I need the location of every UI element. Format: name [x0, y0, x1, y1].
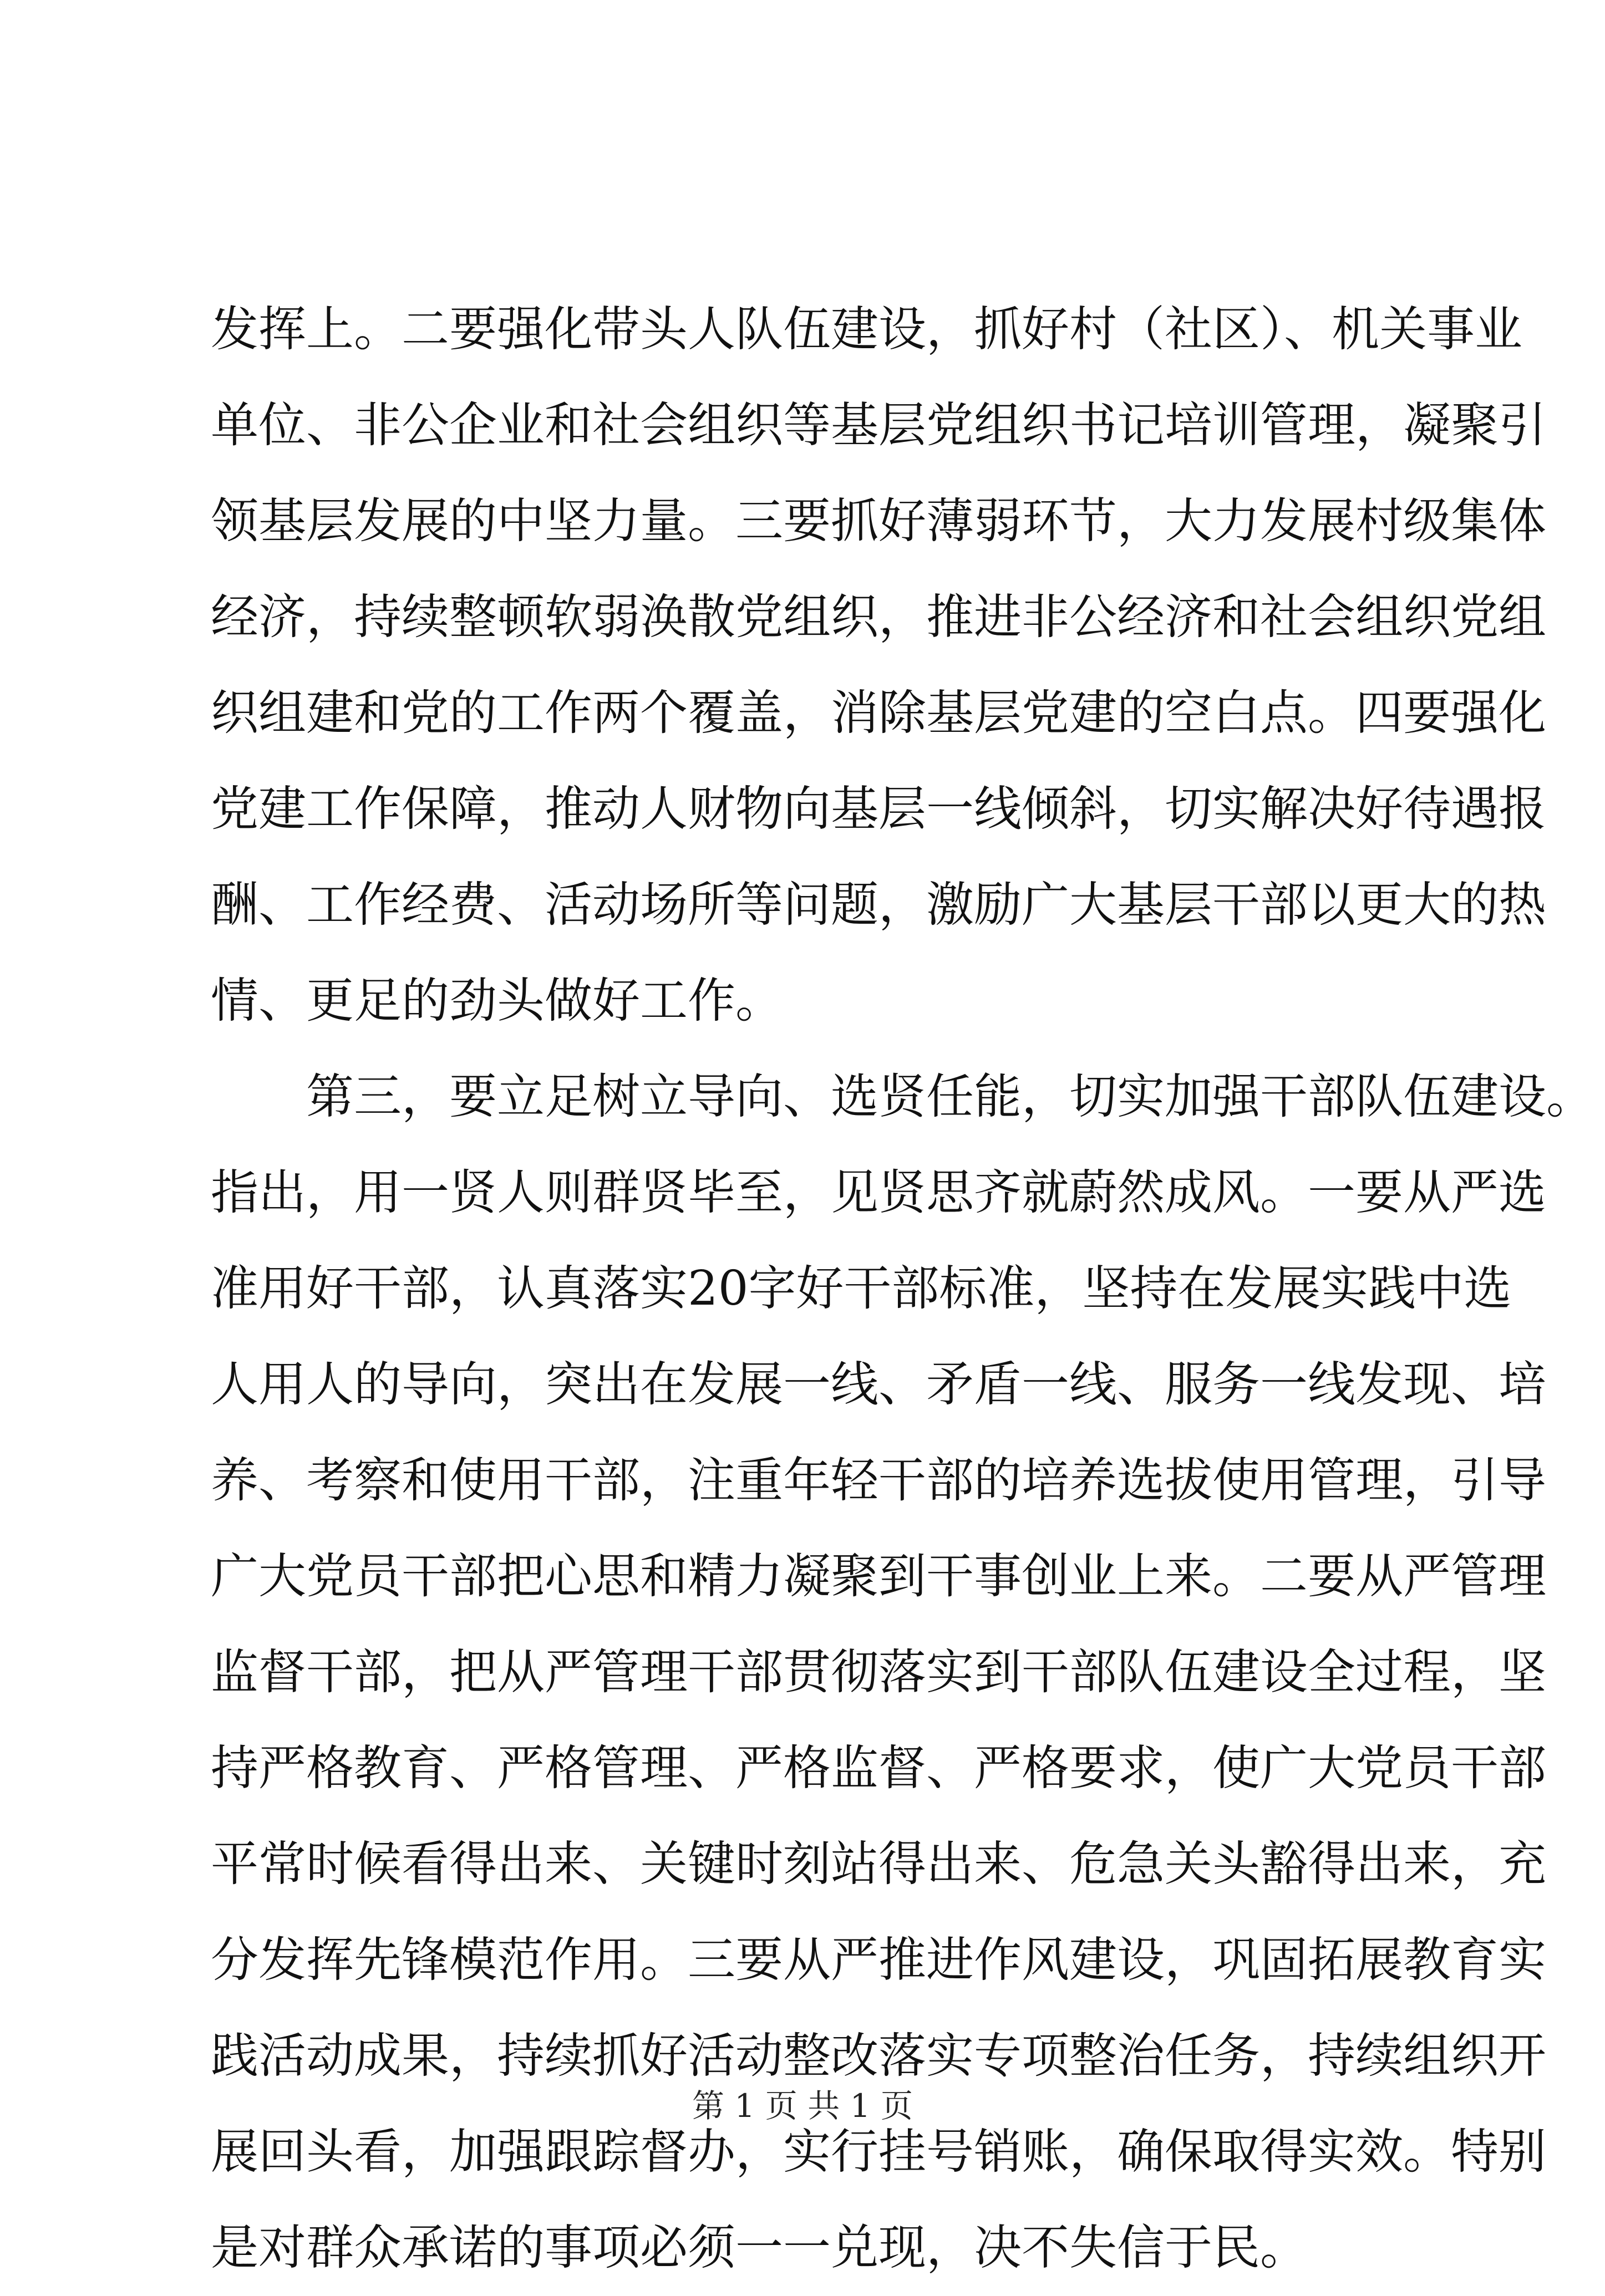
- text-line: 持严格教育、严格管理、严格监督、严格要求，使广大党员干部: [211, 1740, 1546, 1796]
- text-line: 准用好干部，认真落实20字好干部标准，坚持在发展实践中选: [211, 1261, 1512, 1316]
- text-line: 广大党员干部把心思和精力凝聚到干事创业上来。二要从严管理: [211, 1549, 1546, 1604]
- text-line: 践活动成果，持续抓好活动整改落实专项整治任务，持续组织开: [211, 2028, 1546, 2084]
- text-line: 情、更足的劲头做好工作。: [211, 973, 783, 1029]
- text-line: 发挥上。二要强化带头人队伍建设，抓好村（社区）、机关事业: [211, 302, 1522, 357]
- text-line: 分发挥先锋模范作用。三要从严推进作风建设，巩固拓展教育实: [211, 1932, 1546, 1988]
- paragraph-continuation: [211, 282, 1546, 1049]
- text-line: 是对群众承诺的事项必须一一兑现，决不失信于民。: [211, 2220, 1308, 2275]
- text-line: 平常时候看得出来、关键时刻站得出来、危急关头豁得出来，充: [211, 1836, 1546, 1892]
- text-line: 养、考察和使用干部，注重年轻干部的培养选拔使用管理，引导: [211, 1453, 1546, 1508]
- text-line: 第三，要立足树立导向、选贤任能，切实加强干部队伍建设。: [306, 1069, 1594, 1124]
- text-line: 经济，持续整顿软弱涣散党组织，推进非公经济和社会组织党组: [211, 589, 1546, 645]
- text-line: 监督干部，把从严管理干部贯彻落实到干部队伍建设全过程，坚: [211, 1645, 1546, 1700]
- text-line: 党建工作保障，推动人财物向基层一线倾斜，切实解决好待遇报: [211, 781, 1546, 837]
- text-line: 人用人的导向，突出在发展一线、矛盾一线、服务一线发现、培: [211, 1357, 1546, 1412]
- page-footer: [0, 2084, 1605, 2128]
- text-line: 展回头看，加强跟踪督办，实行挂号销账，确保取得实效。特别: [211, 2124, 1546, 2180]
- document-body: [211, 282, 1594, 2296]
- text-line: 酬、工作经费、活动场所等问题，激励广大基层干部以更大的热: [211, 877, 1546, 933]
- text-line: 织组建和党的工作两个覆盖，消除基层党建的空白点。四要强化: [211, 685, 1546, 741]
- text-line: 指出，用一贤人则群贤毕至，见贤思齐就蔚然成风。一要从严选: [211, 1165, 1546, 1220]
- text-line: 单位、非公企业和社会组织等基层党组织书记培训管理，凝聚引: [211, 398, 1546, 453]
- text-line: 领基层发展的中坚力量。三要抓好薄弱环节，大力发展村级集体: [211, 493, 1546, 549]
- page-number-label: 第 1 页 共 1 页: [692, 2087, 913, 2125]
